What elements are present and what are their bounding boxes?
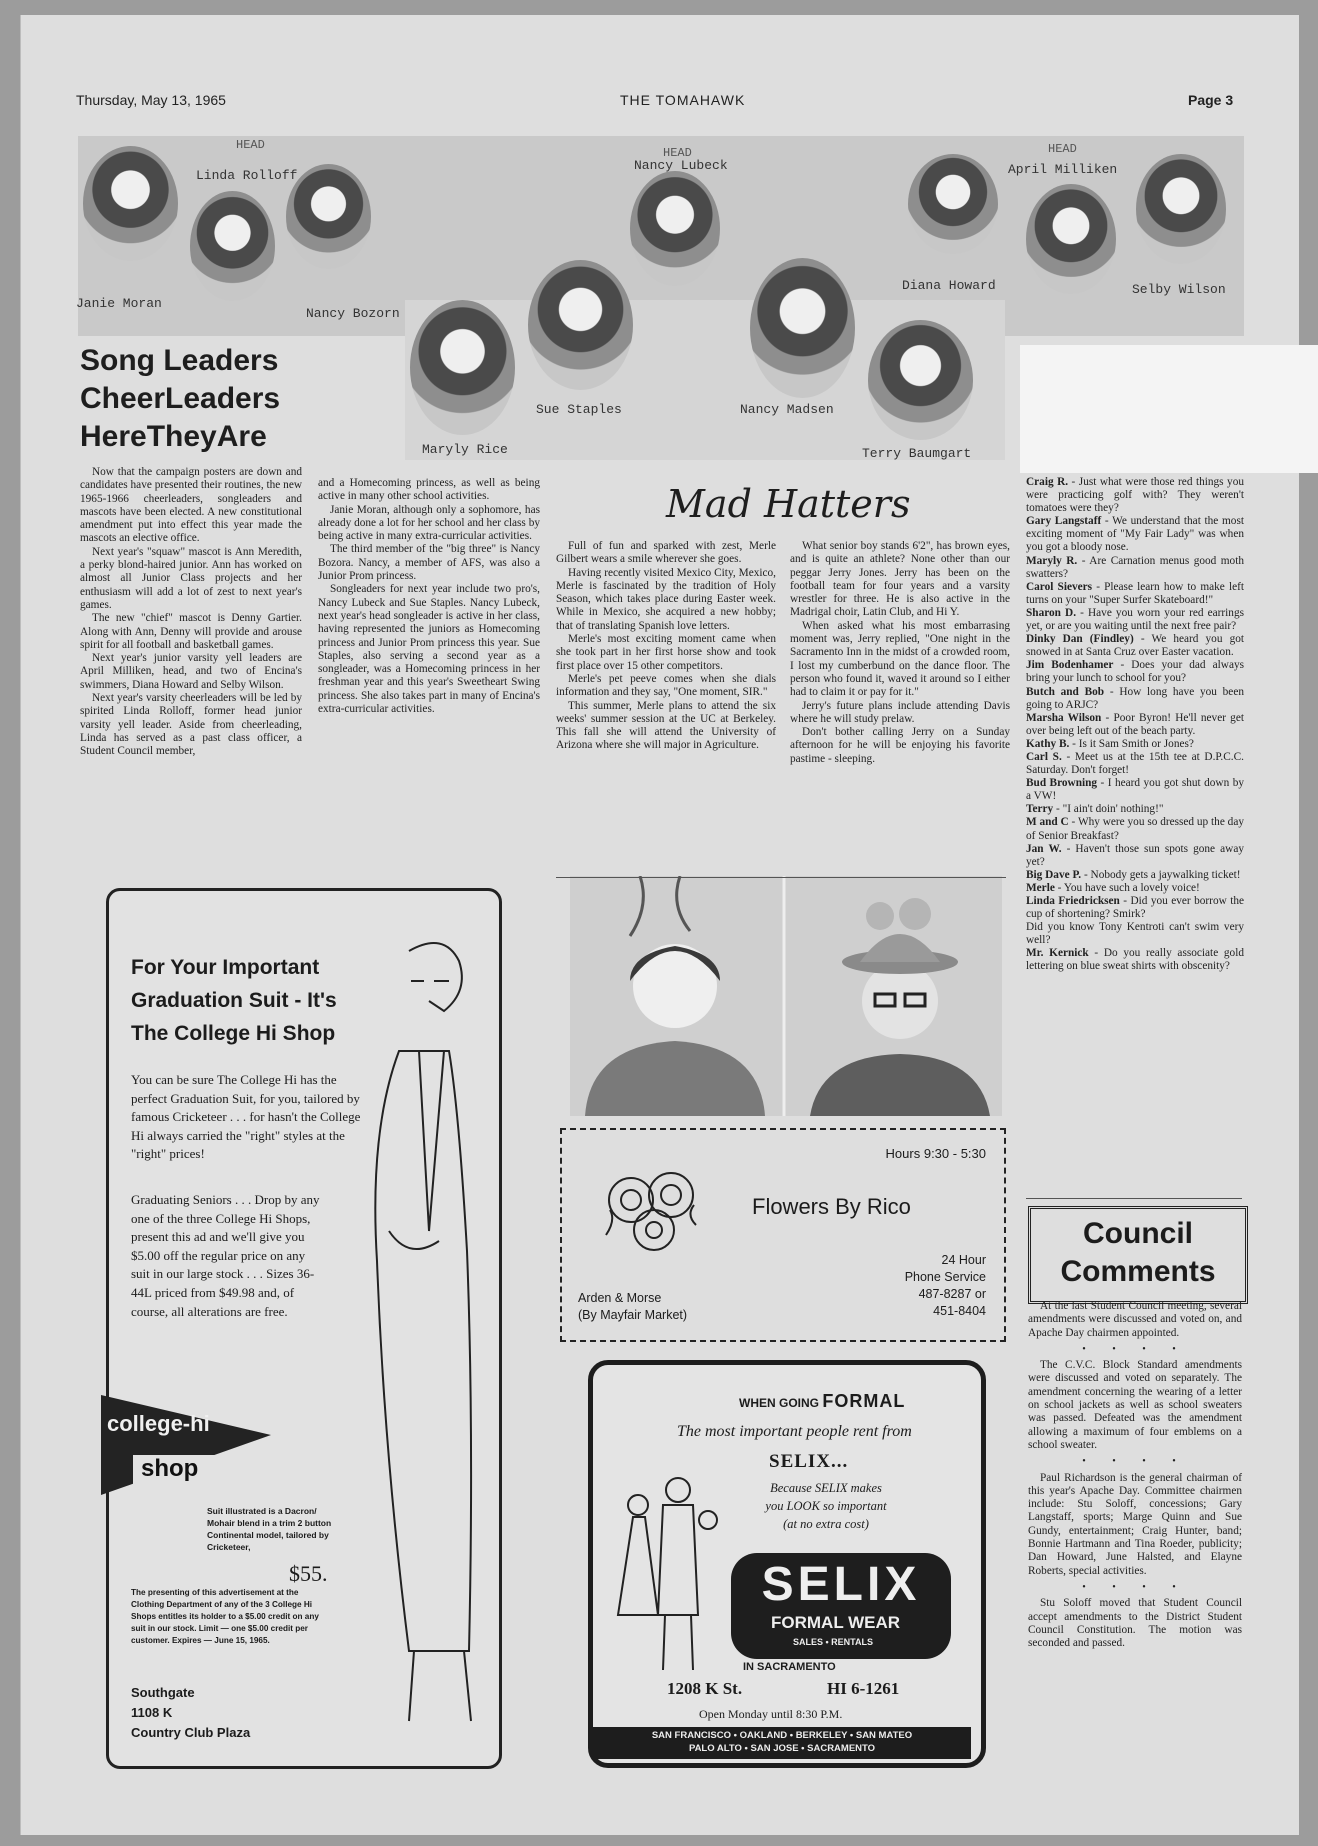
gossip-text: - Are Carnation menus good moth swatters? bbox=[1026, 554, 1244, 580]
selix-cities-line: SAN FRANCISCO • OAKLAND • BERKELEY • SAN MATEO bbox=[651, 1730, 913, 1741]
article-paragraph: Merle's most exciting moment came when she took part in her first horse show and took first place over 15 other competitors. bbox=[556, 633, 776, 672]
gossip-item bbox=[1026, 607, 1244, 633]
college-hi-headline bbox=[131, 951, 391, 1050]
gossip-text: - Just what were those red things you were practicing golf with? They weren't tomatoes were they? bbox=[1026, 476, 1244, 515]
gossip-name: Jan W. bbox=[1026, 842, 1062, 855]
selix-in-sacramento: IN SACRAMENTO bbox=[743, 1661, 836, 1673]
college-hi-ad bbox=[106, 888, 502, 1769]
gossip-name: Maryly R. bbox=[1026, 554, 1078, 567]
rico-phone bbox=[905, 1252, 986, 1320]
gossip-item bbox=[1026, 633, 1244, 659]
gossip-item bbox=[1026, 869, 1244, 882]
rico-phone-line: 451-8404 bbox=[933, 1304, 986, 1318]
rico-address bbox=[578, 1290, 687, 1324]
gossip-item bbox=[1026, 659, 1244, 685]
issue-date: Thursday, May 13, 1965 bbox=[76, 92, 226, 108]
rico-phone-line: Phone Service bbox=[904, 1270, 986, 1284]
article-paragraph: Next year's junior varsity yell leaders are April Milliken, head, and two of Encina's swimmers, Diana Howard and Selby Wilson. bbox=[80, 652, 302, 691]
article-paragraph: The third member of the "big three" is Nancy Bozora. Nancy, a member of AFS, was also a Junior Prom princess. bbox=[318, 543, 540, 583]
gossip-item bbox=[1026, 738, 1244, 751]
store-location: Country Club Plaza bbox=[131, 1725, 251, 1740]
madhatters-col-2 bbox=[790, 540, 1010, 766]
article-paragraph: Don't bother calling Jerry on a Sunday afternoon for he will be enjoying his favorite pastime - sleeping. bbox=[790, 726, 1010, 765]
college-hi-suit-note: Suit illustrated is a Dacron/ Mohair blend in a trim 2 button Continental model, tailored by Cricketeer, bbox=[207, 1506, 332, 1552]
gossip-name: Bud Browning bbox=[1026, 777, 1098, 790]
label-terry-baumgart: Terry Baumgart bbox=[862, 446, 972, 461]
selix-logo-text: SELIX bbox=[761, 1558, 921, 1611]
rule bbox=[556, 877, 1006, 878]
madhatters-photo-illustration bbox=[570, 876, 1002, 1116]
gossip-item bbox=[1026, 777, 1244, 803]
article-paragraph: Merle's pet peeve comes when she dials information and they say, "One moment, SIR." bbox=[556, 672, 776, 699]
gossip-name: Gary Langstaff bbox=[1026, 515, 1102, 528]
article-paragraph: Full of fun and sparked with zest, Merle Gilbert wears a smile wherever she goes. bbox=[556, 540, 776, 566]
gossip-text: - Nobody gets a jaywalking ticket! bbox=[1081, 868, 1241, 881]
rose-bouquet-icon bbox=[596, 1160, 706, 1260]
photo-selby-wilson bbox=[1136, 154, 1226, 264]
selix-top-small: WHEN GOING bbox=[739, 1396, 823, 1410]
store-location: Southgate bbox=[131, 1685, 195, 1700]
gossip-text: - Have you worn your red earrings yet, or are you waiting until the next free pair? bbox=[1026, 606, 1245, 633]
article-paragraph: Janie Moran, although only a sophomore, has already done a lot for her school and her class by being active in many extra-curricular activities. bbox=[318, 503, 540, 543]
photo-nancy-madsen bbox=[750, 258, 855, 398]
article-paragraph: When asked what his most embarrasing moment was, Jerry replied, "One night in the Sacramento Inn in the midst of a crowded room, I lost my cumberbund on the dance floor. The person who found it, waved it around so I either had to claim it or pay for it." bbox=[790, 619, 1010, 699]
college-hi-body: You can be sure The College Hi has the perfect Graduation Suit, for you, tailored by famous Cricketeer . . . for hasn't the College Hi always carried the "right" styles at the "right" prices! bbox=[131, 1072, 361, 1162]
label-linda-rolloff: Linda Rolloff bbox=[196, 168, 298, 183]
label-diana-howard: Diana Howard bbox=[902, 278, 996, 293]
blank-patch bbox=[1020, 345, 1318, 473]
label-sue-staples: Sue Staples bbox=[536, 402, 622, 417]
gossip-text: - Do you really associate gold lettering on blue sweat shirts with obscenity? bbox=[1026, 947, 1244, 973]
gossip-text: - "I ain't doin' nothing!" bbox=[1053, 803, 1164, 816]
selix-because-line: Because SELIX makes bbox=[770, 1481, 882, 1495]
gossip-item bbox=[1026, 921, 1244, 947]
gossip-name: Craig R. bbox=[1026, 476, 1069, 488]
photo-maryly-rice bbox=[410, 300, 515, 435]
gossip-item bbox=[1026, 515, 1244, 554]
selix-hours: Open Monday until 8:30 P.M. bbox=[699, 1707, 843, 1721]
photo-nancy-bozorn bbox=[286, 164, 371, 269]
article-paragraph: Now that the campaign posters are down and candidates have presented their routines, the new 1965-1966 cheerleaders, songleaders and mascots have been elected. A new constitutional amendment put into effect this year made the mascots an elective office. bbox=[80, 466, 302, 545]
selix-name-dots: SELIX... bbox=[769, 1451, 849, 1472]
council-comments-body bbox=[1028, 1300, 1242, 1650]
gossip-name: Sharon D. bbox=[1026, 606, 1077, 619]
gossip-text: - Is it Sam Smith or Jones? bbox=[1069, 737, 1194, 750]
label-maryly-rice: Maryly Rice bbox=[422, 442, 508, 457]
article-paragraph: Paul Richardson is the general chairman of this year's Apache Day. Committee chairmen include: Stu Soloff, concessions; Gary Langstaff, sports; Marge Quinn and Sue Gundy, entertainment; Craig Hunter, band; Bonnie Hartmann and Tina Roeder, publicity; Dan Howard, June Halsted, and Elayne Roberts, special activities. bbox=[1028, 1471, 1242, 1577]
council-title-line: Council bbox=[1083, 1217, 1193, 1250]
madhatters-col-1 bbox=[556, 540, 776, 753]
article-paragraph: Stu Soloff moved that Student Council accept amendments to the District Student Council Constitution. The motion was seconded and passed. bbox=[1028, 1597, 1242, 1650]
gossip-item bbox=[1026, 751, 1244, 777]
gossip-item bbox=[1026, 581, 1244, 607]
rule bbox=[1026, 1198, 1242, 1199]
gossip-text: - Please learn how to make left turns on your "Super Surfer Skateboard!" bbox=[1026, 580, 1244, 606]
selix-formal-wear: FORMAL WEAR bbox=[771, 1613, 901, 1632]
gossip-item bbox=[1026, 895, 1244, 921]
selix-because-line: (at no extra cost) bbox=[783, 1517, 869, 1531]
head-label: HEAD bbox=[663, 146, 692, 160]
gossip-item bbox=[1026, 882, 1244, 895]
article-paragraph: Next year's varsity cheerleaders will be led by spirited Linda Rolloff, former head junior varsity yell leader. Aside from cheerleading, Linda has served as a past class officer, a Student Council member, bbox=[80, 692, 302, 758]
rico-address-line: (By Mayfair Market) bbox=[578, 1308, 688, 1322]
selix-logo bbox=[731, 1553, 951, 1659]
label-nancy-bozorn: Nancy Bozorn bbox=[306, 306, 400, 321]
gossip-item bbox=[1026, 686, 1244, 712]
council-title bbox=[1031, 1215, 1245, 1291]
gossip-name: Mr. Kernick bbox=[1026, 947, 1089, 960]
gossip-text: - Does your dad always bring your lunch to school for you? bbox=[1026, 659, 1244, 685]
gossip-name: Jim Bodenhamer bbox=[1026, 659, 1114, 672]
label-janie-moran: Janie Moran bbox=[76, 296, 162, 311]
flowers-by-rico-ad bbox=[560, 1128, 1006, 1342]
gossip-name: Carl S. bbox=[1026, 750, 1062, 763]
rico-phone-line: 487-8287 or bbox=[918, 1287, 986, 1301]
college-hi-locations bbox=[131, 1683, 250, 1743]
college-hi-fine-print: The presenting of this advertisement at the Clothing Department of any of the 3 College Hi Shops entitles its holder to a $5.00 credit on any suit in our stock. Limit — one $5.00 credit per customer. Expires — June 15, 1965. bbox=[131, 1588, 319, 1645]
photo-linda-rolloff bbox=[190, 191, 275, 301]
selix-cities-line: PALO ALTO • SAN JOSE • SACRAMENTO bbox=[688, 1743, 876, 1754]
selix-tagline: The most important people rent from bbox=[677, 1423, 912, 1440]
page-number: Page 3 bbox=[1188, 92, 1234, 108]
photo-janie-moran bbox=[83, 146, 178, 261]
college-hi-offer: Graduating Seniors . . . Drop by any one of the three College Hi Shops, present this ad and we'll give you $5.00 off the regular price on any suit in our large stock . . . Sizes 36-44L priced from $49.98 and, of course, all alterations are free. bbox=[131, 1192, 320, 1319]
photo-sue-staples bbox=[528, 260, 633, 390]
separator-dots: • • • • bbox=[1082, 1456, 1188, 1468]
college-hi-pennant bbox=[101, 1385, 271, 1505]
gossip-name: Terry bbox=[1026, 803, 1054, 816]
article-paragraph: Jerry's future plans include attending Davis where he will study prelaw. bbox=[790, 699, 1010, 725]
gossip-text: - Did you ever borrow the cup of shortening? Smirk? bbox=[1026, 895, 1244, 921]
pennant-shape bbox=[101, 1385, 271, 1505]
article-paragraph: At the last Student Council meeting, several amendments were discussed and voted on, and Apache Day chairmen appointed. bbox=[1028, 1300, 1242, 1339]
gossip-text: - We heard you got snowed in at Santa Cruz over Easter vacation. bbox=[1026, 633, 1245, 659]
photo-april-milliken bbox=[1026, 184, 1116, 294]
article-paragraph: This summer, Merle plans to attend the six weeks' summer session at the UC at Berkeley. This fall she will attend the University of Arizona where she will major in Agriculture. bbox=[556, 699, 776, 752]
college-hi-headline-line: The College Hi Shop bbox=[131, 1022, 336, 1045]
store-location: 1108 K bbox=[131, 1705, 173, 1720]
headline-line: HereTheyAre bbox=[80, 420, 267, 453]
article-paragraph: What senior boy stands 6'2", has brown eyes, and is quite an athlete? None other than our peggar Jerry Jones. Jerry has been on the football team for four years and a varsity wrestler for three. He is also active in the Madrigal choir, Latin Club, and Hi Y. bbox=[790, 540, 1010, 619]
gossip-text: - Poor Byron! He'll never get over being left out of the beach party. bbox=[1026, 711, 1244, 737]
gossip-text: - Haven't those sun spots gone away yet? bbox=[1026, 842, 1244, 868]
label-nancy-madsen: Nancy Madsen bbox=[740, 402, 834, 417]
photo-terry-baumgart bbox=[868, 320, 973, 440]
rico-name: Flowers By Rico bbox=[752, 1194, 911, 1219]
rico-phone-line: 24 Hour bbox=[941, 1253, 986, 1267]
gossip-name: Dinky Dan (Findley) bbox=[1026, 633, 1134, 646]
article-paragraph: The new "chief" mascot is Denny Gartier. Along with Ann, Denny will provide and arouse spirit for all football and basketball games. bbox=[80, 612, 302, 651]
selix-because bbox=[751, 1479, 901, 1533]
college-hi-headline-line: For Your Important bbox=[131, 956, 320, 979]
gossip-item bbox=[1026, 803, 1244, 816]
gossip-text: - How long have you been going to ARJC? bbox=[1026, 685, 1244, 711]
gossip-name: Kathy B. bbox=[1026, 737, 1070, 750]
selix-top-big: FORMAL bbox=[822, 1391, 906, 1411]
gossip-name: Carol Sievers bbox=[1026, 580, 1093, 593]
gossip-text: - Why were you so dressed up the day of Senior Breakfast? bbox=[1026, 816, 1244, 842]
madhatters-title: Mad Hatters bbox=[666, 482, 911, 526]
rico-address-line: Arden & Morse bbox=[578, 1291, 662, 1305]
label-nancy-lubeck: Nancy Lubeck bbox=[634, 158, 728, 173]
selix-sales-rentals: SALES • RENTALS bbox=[793, 1637, 873, 1647]
gossip-name: Big Dave P. bbox=[1026, 868, 1082, 881]
article-paragraph: Having recently visited Mexico City, Mexico, Merle is fascinated by the tradition of Holy Season, which takes place during Easter week. While in Mexico, she acquired a new hobby; that of translating Spanish love letters. bbox=[556, 566, 776, 632]
songleaders-col-2 bbox=[318, 477, 540, 716]
head-label: HEAD bbox=[1048, 142, 1077, 156]
article-paragraph: The C.V.C. Block Standard amendments were discussed and voted on separately. The amendment concerning the wearing of a letter on school jackets as well as school sweaters was passed. Defeated was the amendment allowing a maximum of four emblems on a school sweater. bbox=[1028, 1359, 1242, 1451]
separator-dots: • • • • bbox=[1082, 1343, 1188, 1355]
selix-address: 1208 K St. bbox=[667, 1679, 743, 1698]
college-hi-headline-line: Graduation Suit - It's bbox=[131, 989, 337, 1012]
selix-cities-bar bbox=[593, 1727, 971, 1759]
gossip-item bbox=[1026, 712, 1244, 738]
gossip-item bbox=[1026, 816, 1244, 842]
separator-dots: • • • • bbox=[1082, 1581, 1188, 1593]
madhatters-photos bbox=[570, 876, 1002, 1116]
article-paragraph: Songleaders for next year include two pro's, Nancy Lubeck and Sue Staples. Nancy Lubeck, next year's head songleader is active in her class, having represented the juniors as Homecoming princess and Junior Prom princess this year. Sue Staples, also serving a second year as a songleader, was a Homecoming princess in her freshman year and this year's Sweetheart Swing princess. She also takes part in many of Encina's extra-curricular activities. bbox=[318, 583, 540, 716]
gossip-text: - I heard you got shut down by a VW! bbox=[1026, 777, 1244, 803]
article-paragraph: Next year's "squaw" mascot is Ann Meredith, a perky blond-haired junior. Ann has worked on almost all Junior Class projects and her enthusiasm will add a lot of zest to next year's games. bbox=[80, 545, 302, 611]
photo-nancy-lubeck bbox=[630, 171, 720, 286]
gossip-text: - We understand that the most exciting moment of "My Fair Lady" was when you got a bloody nose. bbox=[1026, 515, 1244, 554]
gossip-item bbox=[1026, 947, 1244, 973]
gossip-column bbox=[1026, 476, 1244, 974]
gossip-name: Linda Friedricksen bbox=[1026, 895, 1120, 907]
selix-phone: HI 6-1261 bbox=[827, 1679, 900, 1698]
gossip-item bbox=[1026, 476, 1244, 515]
pennant-top-text: college-hi bbox=[107, 1411, 210, 1436]
pennant-bottom-text: shop bbox=[141, 1455, 199, 1482]
gossip-name: Marsha Wilson bbox=[1026, 711, 1102, 724]
article-paragraph: and a Homecoming princess, as well as being active in many other school activities. bbox=[318, 477, 540, 503]
gossip-text: - Meet us at the 15th tee at D.P.C.C. Saturday. Don't forget! bbox=[1026, 750, 1244, 777]
formal-couple-illustration bbox=[613, 1465, 723, 1675]
newspaper-name: THE TOMAHAWK bbox=[620, 92, 746, 108]
label-april-milliken: April Milliken bbox=[1008, 162, 1118, 177]
gossip-name: Merle bbox=[1026, 881, 1055, 894]
songleaders-headline bbox=[80, 342, 280, 456]
gossip-name: M and C bbox=[1026, 816, 1069, 829]
gossip-item bbox=[1026, 843, 1244, 869]
college-hi-price: $55. bbox=[289, 1561, 328, 1586]
label-selby-wilson: Selby Wilson bbox=[1132, 282, 1226, 297]
gossip-text: - You have such a lovely voice! bbox=[1054, 881, 1200, 894]
gossip-text: Did you know Tony Kentroti can't swim very well? bbox=[1026, 921, 1244, 947]
head-label: HEAD bbox=[236, 138, 265, 152]
council-comments-title-box bbox=[1028, 1206, 1248, 1304]
headline-line: CheerLeaders bbox=[80, 382, 281, 415]
photo-diana-howard bbox=[908, 154, 998, 254]
council-title-line: Comments bbox=[1060, 1255, 1216, 1288]
selix-because-line: you LOOK so important bbox=[765, 1499, 887, 1513]
songleaders-col-1 bbox=[80, 466, 302, 759]
gossip-item bbox=[1026, 555, 1244, 581]
gossip-name: Butch and Bob bbox=[1026, 685, 1105, 698]
selix-top-line bbox=[739, 1391, 905, 1412]
selix-ad bbox=[588, 1360, 986, 1768]
suited-man-illustration bbox=[349, 931, 489, 1731]
rico-hours: Hours 9:30 - 5:30 bbox=[885, 1146, 986, 1161]
headline-line: Song Leaders bbox=[80, 344, 279, 377]
